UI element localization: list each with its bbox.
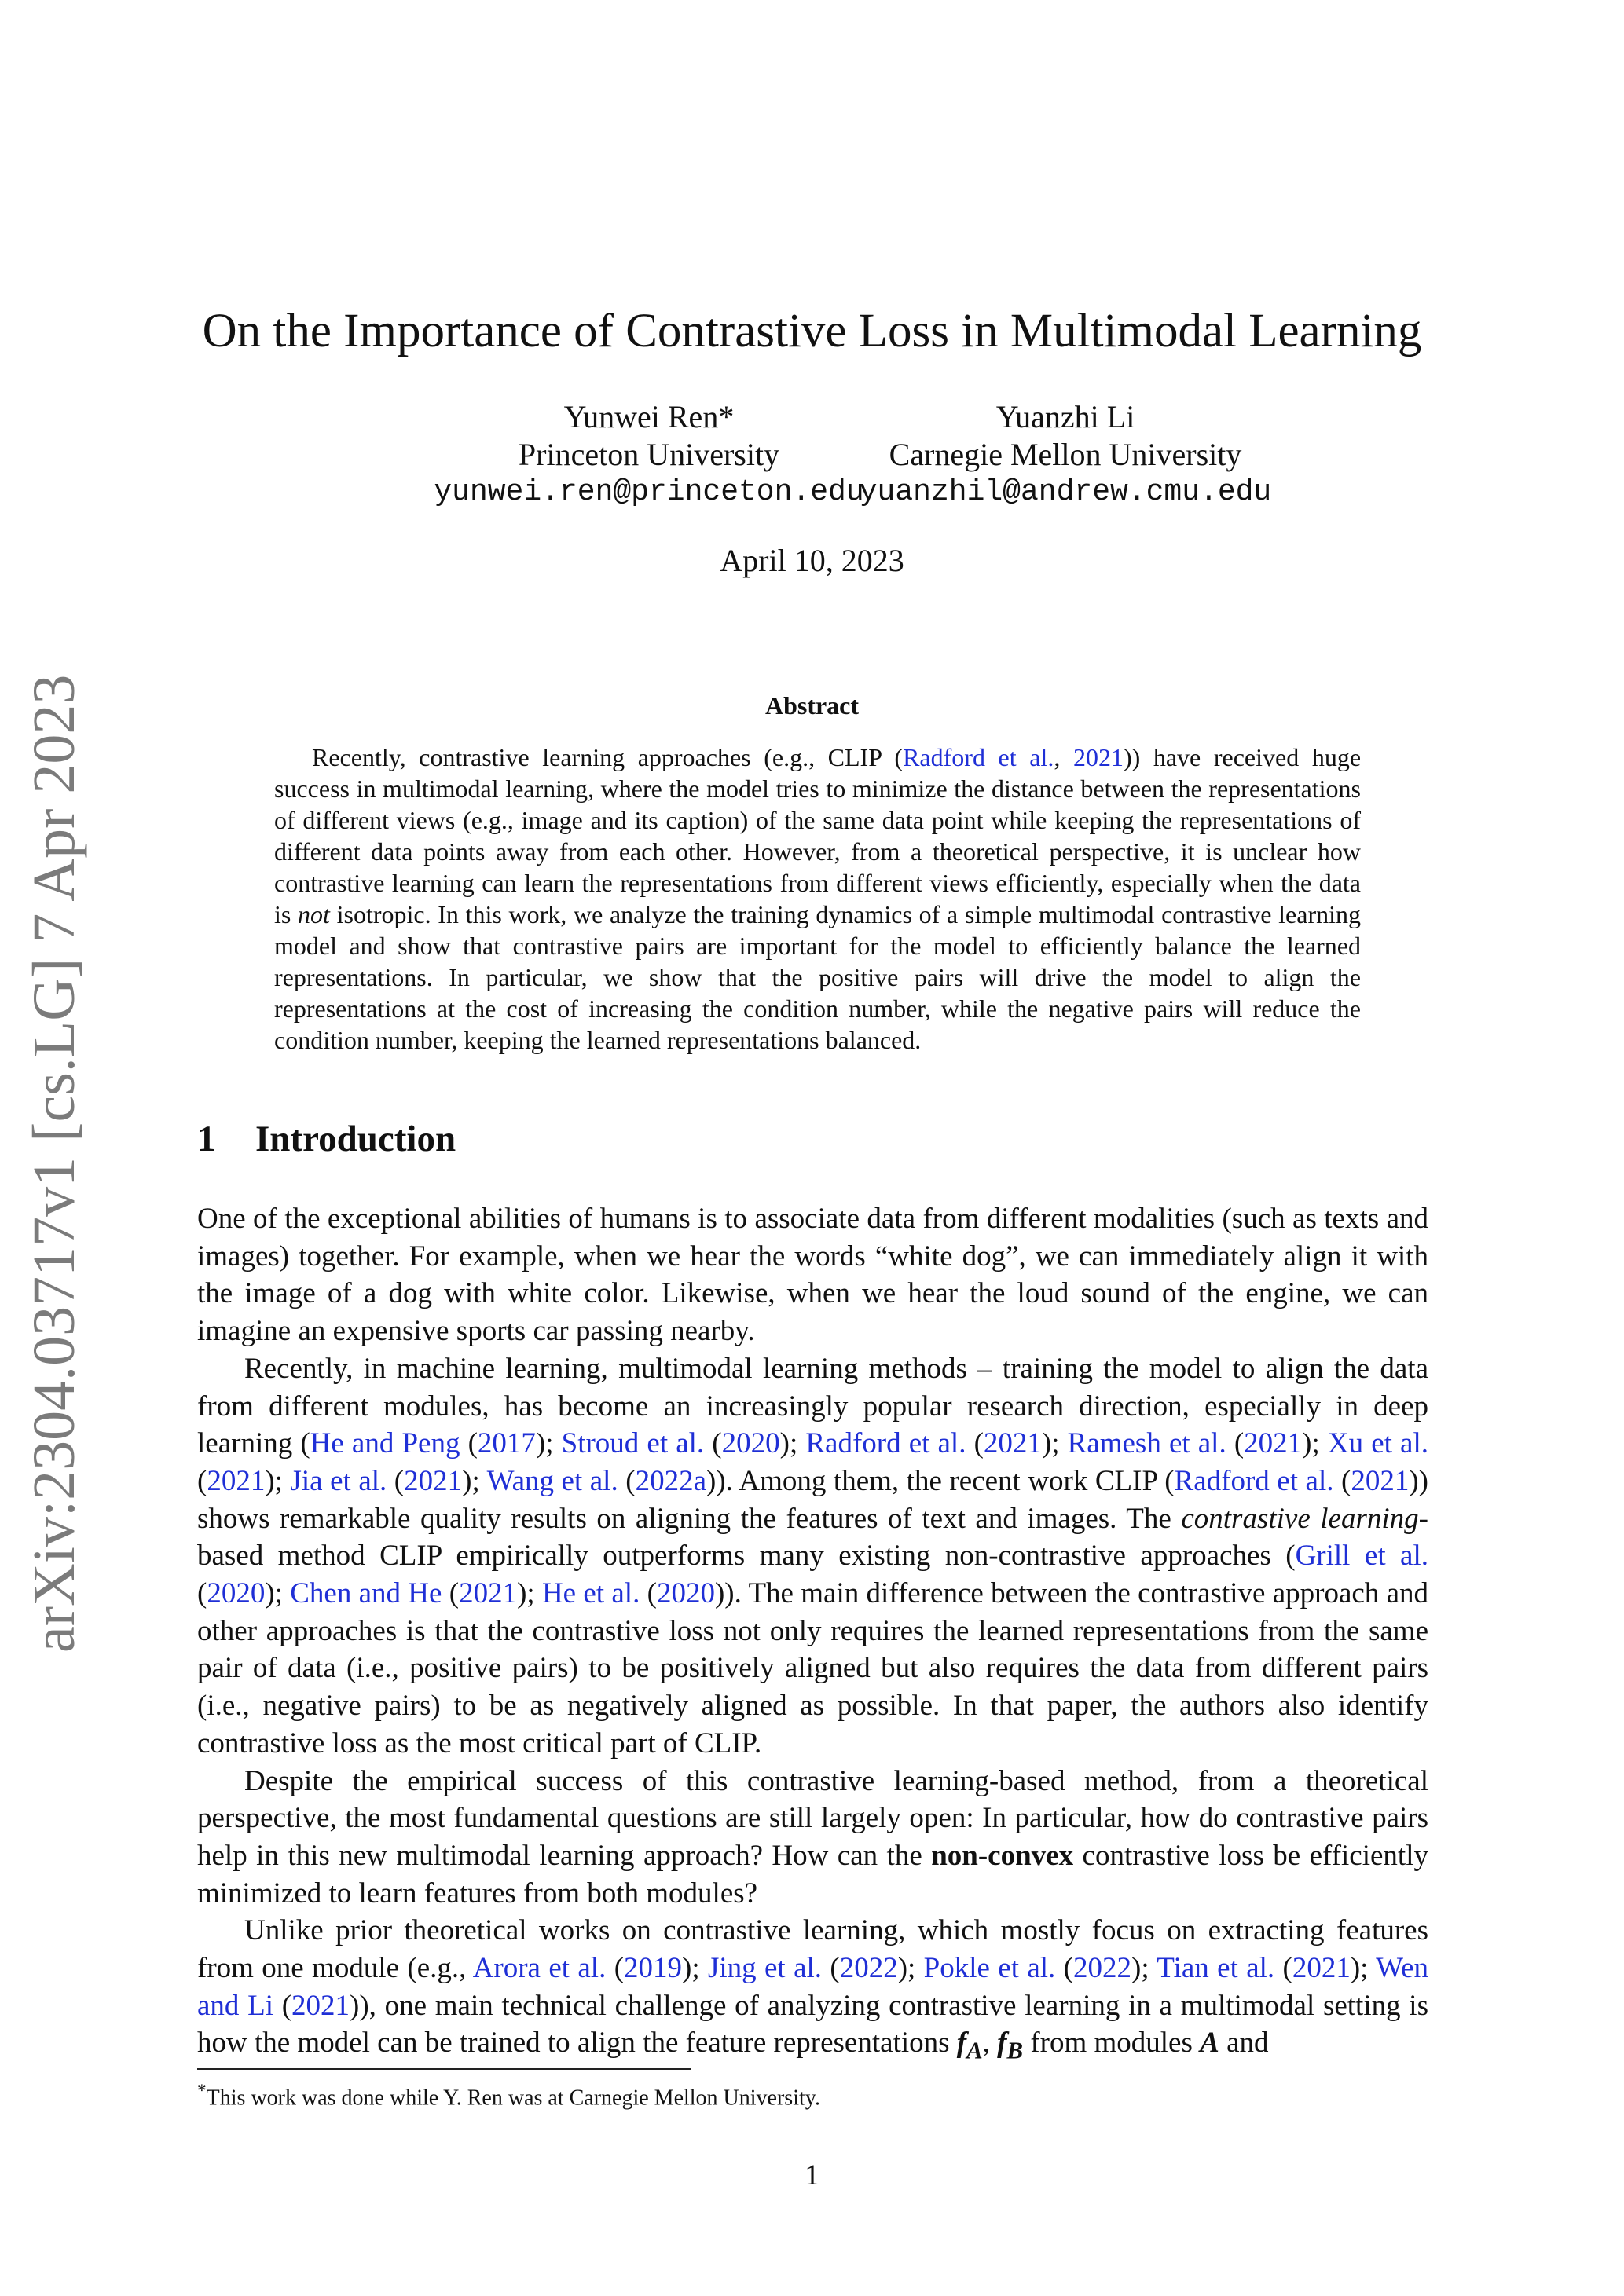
introduction-body bbox=[197, 1200, 1428, 2071]
citation-link[interactable]: He and Peng bbox=[310, 1427, 460, 1460]
section-heading bbox=[197, 1115, 456, 1163]
citation-link[interactable]: 2021 bbox=[404, 1464, 463, 1497]
paragraph: Unlike prior theoretical works on contrastive learning, which mostly focus on extracting features from one module (e.g., Arora et al. (2019); Jing et al. (2022); Pokle et al. (2022); Tian et al. (2021); Wen and Li (2021)), one main technical challenge of analyzing contrastive learning in a multimodal setting is how the model can be trained to align the feature representations $f_A$, $f_B$ from modules A and bbox=[197, 1914, 1429, 2064]
paragraph: One of the exceptional abilities of humans is to associate data from different modalities (such as texts and images) together. For example, when we hear the words “white dog”, we can immediately align it with the image of a dog with white color. Likewise, when we hear the loud sound of the engine, we can imagine an expensive sports car passing nearby. bbox=[197, 1203, 1428, 1348]
citation-link[interactable]: 2021 bbox=[291, 1989, 350, 2022]
citation-link[interactable]: 2021 bbox=[1072, 743, 1124, 771]
citation-link[interactable]: 2022a bbox=[635, 1464, 706, 1497]
citation-link[interactable]: Radford et al. bbox=[805, 1427, 966, 1460]
author-email[interactable]: yuanzhil@andrew.cmu.edu bbox=[859, 475, 1272, 509]
arxiv-stamp: arXiv:2304.03717v1 [cs.LG] 7 Apr 2023 bbox=[21, 674, 87, 1653]
citation-link[interactable]: Radford et al. bbox=[903, 743, 1054, 771]
footnote-mark: * bbox=[197, 2081, 207, 2101]
citation-link[interactable]: 2021 bbox=[983, 1427, 1042, 1460]
citation-link[interactable]: 2020 bbox=[721, 1427, 780, 1460]
citation-link[interactable]: 2021 bbox=[1351, 1464, 1410, 1497]
paper-date: April 10, 2023 bbox=[720, 543, 904, 578]
citation-link[interactable]: Tian et al. bbox=[1157, 1952, 1275, 1985]
author-email[interactable]: yunwei.ren@princeton.edu bbox=[434, 475, 864, 509]
citation-link[interactable]: 2021 bbox=[459, 1577, 518, 1610]
paper-title: On the Importance of Contrastive Loss in Multimodal Learning bbox=[202, 305, 1422, 357]
abstract-heading: Abstract bbox=[764, 691, 860, 720]
footnote-text: This work was done while Y. Ren was at Carnegie Mellon University. bbox=[206, 2085, 820, 2111]
citation-link[interactable]: 2021 bbox=[207, 1464, 266, 1497]
citation-link[interactable]: 2022 bbox=[1073, 1952, 1131, 1985]
author-block-2 bbox=[790, 398, 1340, 511]
page-number: 1 bbox=[805, 2159, 819, 2192]
author-name: Yunwei Ren* bbox=[563, 399, 735, 434]
paragraph: Despite the empirical success of this contrastive learning-based method, from a theoretical perspective, the most fundamental questions are still largely open: In particular, how do contrastive pairs help in this new multimodal learning approach? How can the non-convex contrastive loss be efficiently minimized to learn features from both modules? bbox=[197, 1764, 1428, 1910]
citation-link[interactable]: Arora et al. bbox=[472, 1952, 607, 1985]
section-number: 1 bbox=[197, 1119, 216, 1159]
paragraph: Recently, in machine learning, multimodal learning methods – training the model to align the data from different modules, has become an increasingly popular research direction, especially in deep learning (He and Peng (2017); Stroud et al. (2020); Radford et al. (2021); Ramesh et al. (2021); Xu et al. (2021); Jia et al. (2021); Wang et al. (2022a)). Among them, the recent work CLIP (Radford et al. (2021)) shows remarkable quality results on aligning the features of text and images. The contrastive learning-based method CLIP empirically outperforms many existing non-contrastive approaches (Grill et al. (2020); Chen and He (2021); He et al. (2020)). The main difference between the contrastive approach and other approaches is that the contrastive loss not only requires the learned representations from the same pair of data (i.e., positive pairs) to be positively aligned but also requires the data from different pairs (i.e., negative pairs) to be as negatively aligned as possible. In that paper, the authors also identify contrastive loss as the most critical part of CLIP. bbox=[197, 1352, 1429, 1760]
math-subscript: B bbox=[1006, 2037, 1024, 2064]
math-symbol: f bbox=[956, 2027, 967, 2060]
footnote-rule bbox=[197, 2068, 691, 2070]
citation-link[interactable]: 2021 bbox=[1292, 1952, 1351, 1985]
citation-link[interactable]: 2020 bbox=[207, 1577, 266, 1610]
citation-link[interactable]: Stroud et al. bbox=[561, 1427, 705, 1460]
section-title: Introduction bbox=[255, 1119, 456, 1159]
citation-link[interactable]: 2020 bbox=[656, 1577, 715, 1610]
citation-link[interactable]: 2019 bbox=[624, 1952, 683, 1985]
citation-link[interactable]: Ramesh et al. bbox=[1067, 1427, 1226, 1460]
citation-link[interactable]: Jia et al. bbox=[290, 1464, 387, 1497]
citation-link[interactable]: 2022 bbox=[839, 1952, 898, 1985]
citation-link[interactable]: Chen and He bbox=[290, 1577, 442, 1610]
citation-link[interactable]: Xu et al. bbox=[1327, 1427, 1428, 1460]
citation-link[interactable]: Wang et al. bbox=[486, 1464, 618, 1497]
citation-link[interactable]: He et al. bbox=[541, 1577, 640, 1610]
abstract-text: Recently, contrastive learning approaches (e.g., CLIP (Radford et al., 2021)) have received huge success in multimodal learning, where the model tries to minimize the distance between the representations of different views (e.g., image and its caption) of the same data point while keeping the representations of different data points away from each other. However, from a theoretical perspective, it is unclear how contrastive learning can learn the representations from different views efficiently, especially when the data is not isotropic. In this work, we analyze the training dynamics of a simple multimodal contrastive learning model and show that contrastive pairs are important for the model to efficiently balance the learned representations. In particular, we show that the positive pairs will drive the model to align the representations at the cost of increasing the condition number, while the negative pairs will reduce the condition number, keeping the learned representations balanced. bbox=[274, 743, 1362, 1054]
citation-link[interactable]: Pokle et al. bbox=[923, 1952, 1056, 1985]
author-affiliation: Princeton University bbox=[518, 437, 780, 472]
math-symbol: A bbox=[1200, 2027, 1219, 2060]
citation-link[interactable]: Radford et al. bbox=[1174, 1464, 1334, 1497]
author-affiliation: Carnegie Mellon University bbox=[889, 437, 1242, 472]
citation-link[interactable]: Grill et al. bbox=[1295, 1540, 1428, 1573]
footnote bbox=[197, 2077, 820, 2112]
math-subscript: A bbox=[966, 2037, 983, 2064]
citation-link[interactable]: Jing et al. bbox=[707, 1952, 823, 1985]
author-name: Yuanzhi Li bbox=[995, 399, 1135, 434]
citation-link[interactable]: 2021 bbox=[1244, 1427, 1303, 1460]
citation-link[interactable]: Wen and Li bbox=[197, 1952, 1429, 2022]
math-symbol: f bbox=[997, 2027, 1007, 2060]
citation-link[interactable]: 2017 bbox=[477, 1427, 536, 1460]
